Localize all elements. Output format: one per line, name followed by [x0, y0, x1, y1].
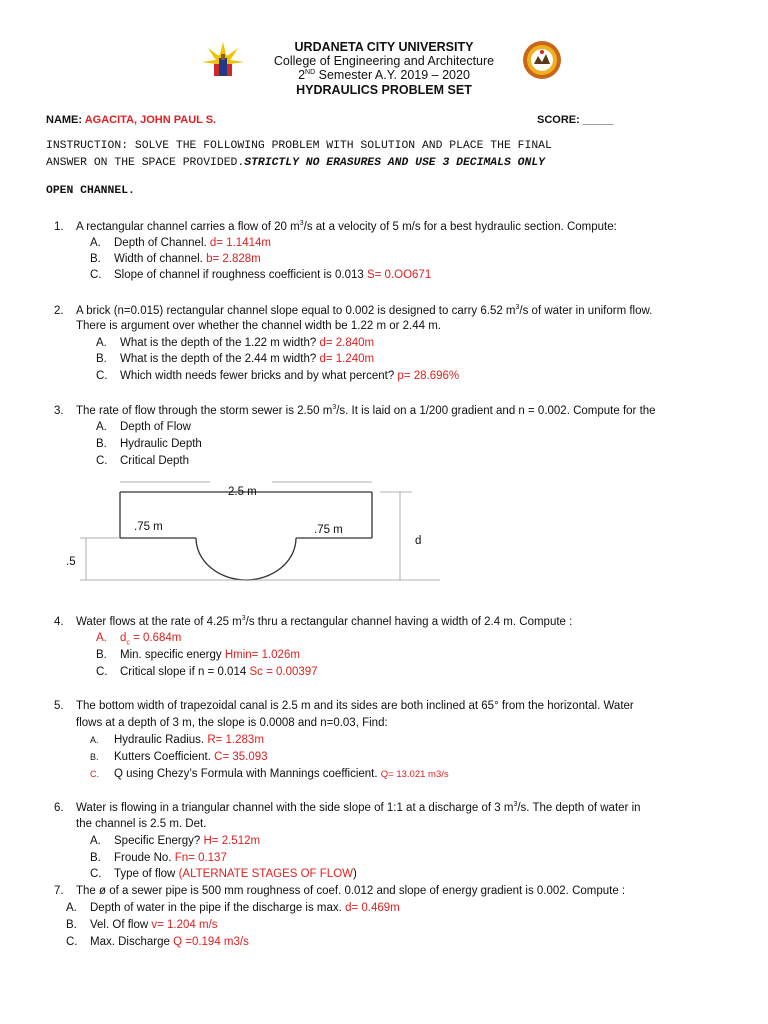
instruction-line-2: ANSWER ON THE SPACE PROVIDED.STRICTLY NO ERASURES AND USE 3 DECIMALS ONLY — [46, 157, 545, 169]
diagram-right-ledge-label: .75 m — [314, 524, 343, 536]
semester-line: 2ND Semester A.Y. 2019 – 2020 — [298, 68, 470, 82]
problem-7-b: B. Vel. Of flow v= 1.204 m/s — [66, 919, 218, 931]
student-name: AGACITA, JOHN PAUL S. — [84, 114, 217, 126]
problem-5-b: B. Kutters Coefficient. C= 35.093 — [90, 751, 268, 763]
problem-5: 5. The bottom width of trapezoidal canal is 2.5 m and its sides are both inclined at 65° from the horizontal. Water — [54, 700, 634, 712]
problem-3: 3. The rate of flow through the storm sewer is 2.50 $m^3/s$. It is laid on a 1/200 gradient and n = 0.002. Compute for the — [54, 404, 656, 417]
problem-2-c: C. Which width needs fewer bricks and by what percent? p= 28.696% — [96, 370, 460, 382]
problem-6-c: C. Type of flow (ALTERNATE STAGES OF FLOW) — [90, 868, 357, 880]
diagram-top-width-label: 2.5 m — [228, 486, 257, 498]
problem-2-b: B. What is the depth of the 2.44 m width? d= 1.240m — [96, 353, 375, 365]
problem-5-line-2: flows at a depth of 3 m, the slope is 0.0008 and n=0.03, Find: — [76, 717, 388, 729]
diagram-depth-label: d — [415, 535, 422, 547]
problem-2-a: A. What is the depth of the 1.22 m width? d= 2.840m — [96, 337, 375, 349]
problem-3-b: B. Hydraulic Depth — [96, 438, 202, 450]
problem-2-line-2: There is argument over whether the channel width be 1.22 m or 2.44 m. — [76, 320, 442, 332]
problem-4-b: B. Min. specific energy Hmin= 1.026m — [96, 649, 300, 661]
problem-6-line-2: the channel is 2.5 m. Det. — [76, 818, 207, 830]
problem-7-c: C. Max. Discharge Q =0.194 m3/s — [66, 936, 249, 948]
university-name: URDANETA CITY UNIVERSITY — [294, 40, 474, 54]
problem-3-a: A. Depth of Flow — [96, 421, 191, 433]
problem-6-b: B. Froude No. Fn= 0.137 — [90, 852, 227, 864]
college-name: College of Engineering and Architecture — [273, 54, 495, 68]
score-field: SCORE: _____ — [537, 114, 614, 126]
problem-4-a: A. $d_c = 0.684m$ — [96, 632, 182, 647]
problem-1: 1. A rectangular channel carries a flow of 20 $m^3/s$ at a velocity of 5 m/s for a best hydraulic section. Compute: — [54, 220, 617, 233]
diagram-bottom-label: .5 — [66, 556, 76, 568]
section-heading: OPEN CHANNEL. — [46, 185, 135, 197]
problem-4-c: C. Critical slope if n = 0.014 Sc = 0.00397 — [96, 666, 318, 678]
instruction-line-1: INSTRUCTION: SOLVE THE FOLLOWING PROBLEM WITH SOLUTION AND PLACE THE FINAL — [46, 140, 552, 152]
problem-2: 2. A brick (n=0.015) rectangular channel slope equal to 0.002 is designed to carry 6.52 $m^3/s$ of water in uniform flow. — [54, 304, 653, 317]
problem-1-c: C. Slope of channel if roughness coefficient is 0.013 S= 0.OO671 — [90, 269, 432, 281]
problem-1-a: A. Depth of Channel. d= 1.1414m — [90, 237, 271, 249]
name-field: NAME: AGACITA, JOHN PAUL S. — [46, 114, 217, 126]
problem-5-a: A. Hydraulic Radius. R= 1.283m — [90, 734, 264, 746]
problem-6: 6. Water is flowing in a triangular channel with the side slope of 1:1 at a discharge of 3 $m^3/s$. The depth of water in — [54, 801, 641, 814]
problem-6-a: A. Specific Energy? H= 2.512m — [90, 835, 261, 847]
problem-5-c: C. Q using Chezy’s Formula with Mannings coefficient. Q= 13.021 m3/s — [90, 768, 449, 780]
document-title: HYDRAULICS PROBLEM SET — [296, 83, 472, 97]
problem-3-c: C. Critical Depth — [96, 455, 190, 467]
problem-7-a: A. Depth of water in the pipe if the discharge is max. d= 0.469m — [66, 902, 400, 914]
diagram-left-ledge-label: .75 m — [134, 521, 163, 533]
problem-7: 7. The ø of a sewer pipe is 500 mm roughness of coef. 0.012 and slope of energy gradient is 0.002. Compute : — [54, 885, 626, 897]
problem-4: 4. Water flows at the rate of 4.25 $m^3/s$ thru a rectangular channel having a width of 2.4 m. Compute : — [54, 615, 573, 628]
problem-1-b: B. Width of channel. b= 2.828m — [90, 253, 261, 265]
